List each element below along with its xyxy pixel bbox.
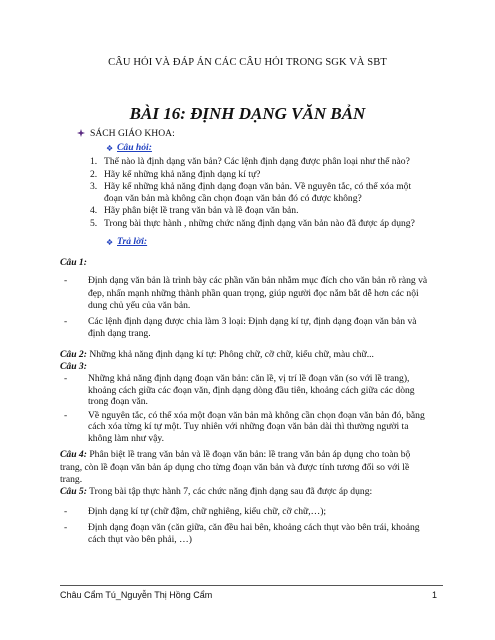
cau5-paragraph: Câu 5: Trong bài tập thực hành 7, các chức năng định dạng sau đã được áp dụng: xyxy=(60,486,373,497)
list-item: 4. Hãy phân biệt lề trang văn bản và lề đoạn văn bản. xyxy=(90,205,299,216)
cau1-list xyxy=(60,275,430,344)
diamond-cross-icon: ❖ xyxy=(106,238,114,247)
list-item: 2. Hãy kể những khả năng định dạng kí tự? xyxy=(90,168,261,180)
header-title: CÂU HỎI VÀ ĐÁP ÁN CÁC CÂU HỎI TRONG SGK VÀ SBT xyxy=(108,57,387,68)
list-item: 3. Hãy kể những khả năng định dạng đoạn văn bản. Về nguyên tắc, có thể xóa một đoạn văn bản mà không cần chọn đoạn văn bản đó có được không? xyxy=(90,181,412,204)
cau5-list xyxy=(60,506,430,550)
list-item: 1. Thế nào là định dạng văn bản? Các lệnh định dạng được phân loại như thế nào? xyxy=(90,156,410,167)
list-item: - Định dạng văn bản là trình bày các phần văn bản nhằm mục đích cho văn bản rõ ràng và đẹp, nhấn mạnh những thành phần quan trọng, giúp người đọc nắm bắt dễ hơn các nội dung chủ yếu của văn bản. xyxy=(64,275,428,311)
cau4-paragraph: Câu 4: Phân biệt lề trang văn bản và lề đoạn văn bản: lề trang văn bản áp dụng cho toàn bộ trang, còn lề đoạn văn bản áp dụng cho từng đoạn văn bản và được tính tương đối so với lề trang. xyxy=(60,449,411,485)
list-item: - Định dạng đoạn văn (căn giữa, căn đều hai bên, khoảng cách thụt vào bên trái, khoảng cách thụt vào bên phải, …) xyxy=(64,521,420,545)
lesson-title: BÀI 16: ĐỊNH DẠNG VĂN BẢN xyxy=(129,104,366,123)
list-item: - Những khả năng định dạng đoạn văn bản: căn lề, vị trí lề đoạn văn (so với lề trang), khoảng cách giữa các đoạn văn, định dạng dòng đầu tiên, khoảng cách giữa các dòng trong đoạn văn. xyxy=(64,373,415,407)
answers-heading: Trả lời: xyxy=(117,236,148,247)
footer-author: Châu Cẩm Tú_Nguyễn Thị Hồng Cẩm xyxy=(60,590,213,600)
page-number: 1 xyxy=(432,590,438,600)
footer-divider xyxy=(60,585,443,586)
questions-heading: Câu hỏi: xyxy=(117,142,152,153)
questions-list xyxy=(90,156,430,230)
cau1-label: Câu 1: xyxy=(60,257,87,268)
four-point-star-icon xyxy=(77,129,85,137)
cau3-label: Câu 3: xyxy=(60,361,87,372)
diamond-cross-icon: ❖ xyxy=(106,144,114,153)
list-item: - Các lệnh định dạng được chia làm 3 loại: Định dạng kí tự, định dạng đoạn văn bản và định dạng trang. xyxy=(64,315,417,339)
section-label: SÁCH GIÁO KHOA: xyxy=(90,128,175,139)
list-item: - Về nguyên tắc, có thể xóa một đoạn văn bản mà không cần chọn đoạn văn bản đó, bằng cách xóa từng kí tự một. Tuy nhiên với những đoạn văn bản dài thì thường người ta không làm như vậy. xyxy=(64,409,425,444)
list-item: 5. Trong bài thực hành , những chức năng định dạng văn bản nào đã được áp dụng? xyxy=(90,217,415,229)
cau3-list xyxy=(60,373,430,444)
list-item: - Định dạng kí tự (chữ đậm, chữ nghiêng, kiểu chữ, cỡ chữ,…); xyxy=(64,506,327,517)
cau2-paragraph: Câu 2: Những khả năng định dạng kí tự: Phông chữ, cỡ chữ, kiểu chữ, màu chữ... xyxy=(60,349,374,360)
